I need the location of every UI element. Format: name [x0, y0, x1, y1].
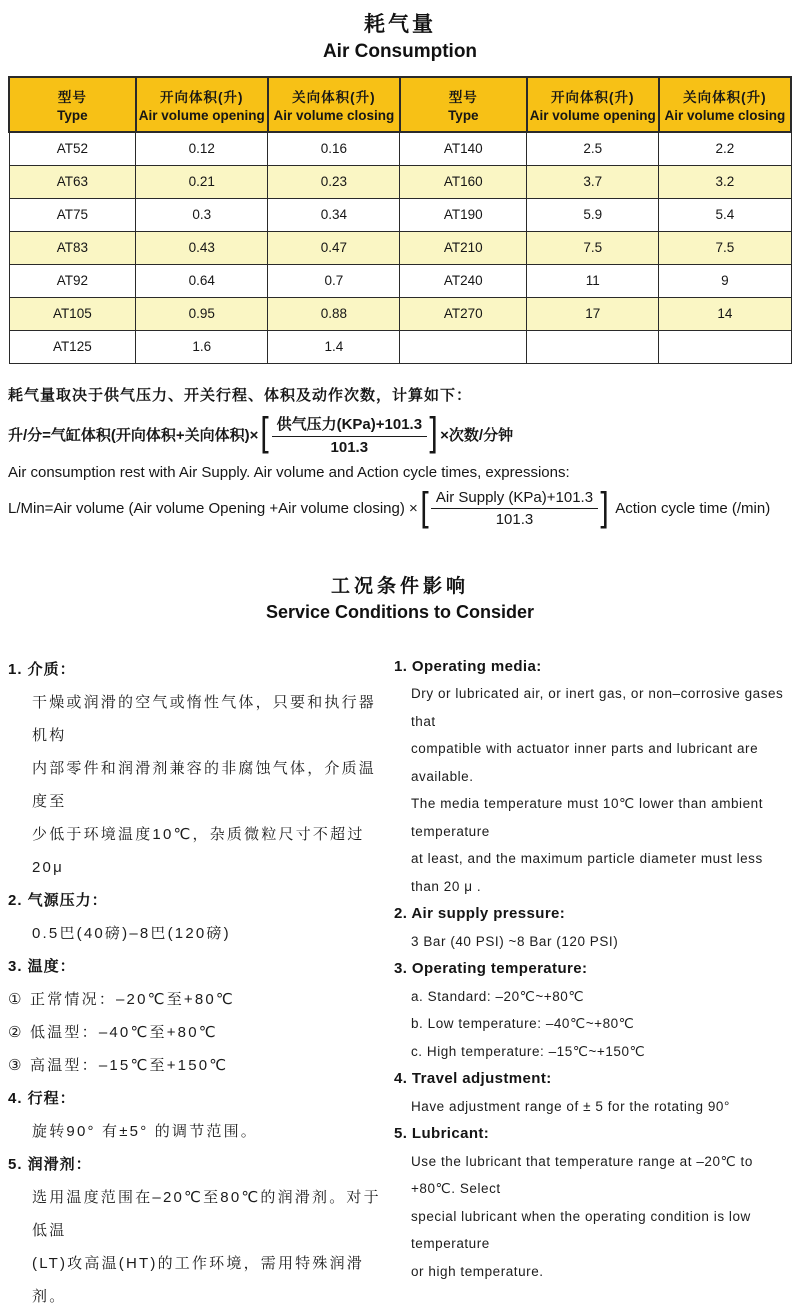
table-cell: 2.2 — [659, 132, 791, 165]
formula-intro-en: Air consumption rest with Air Supply. Air volume and Action cycle times, expressions: — [8, 463, 570, 481]
table-cell: 0.3 — [136, 198, 268, 231]
table-cell: AT75 — [9, 198, 136, 231]
table-cell: 0.34 — [268, 198, 400, 231]
table-cell: 5.4 — [659, 198, 791, 231]
right-bracket: ] — [600, 484, 609, 529]
table-cell: AT83 — [9, 231, 136, 264]
service-item-heading: 3. Operating temperature: — [394, 960, 588, 977]
section-title-zh: 工况条件影响 — [330, 575, 469, 597]
service-item-line: at least, and the maximum particle diameter must less than 20 μ . — [411, 851, 763, 894]
service-item-line: Dry or lubricated air, or inert gas, or non–corrosive gases that — [411, 686, 784, 729]
table-cell: 0.12 — [136, 132, 268, 165]
table-cell: 0.47 — [268, 231, 400, 264]
table-cell: 0.95 — [136, 297, 268, 330]
table-cell: 17 — [527, 297, 659, 330]
formula-zh — [8, 410, 792, 456]
column-header: 关向体积(升) Air volume closing — [659, 77, 791, 132]
service-item-line: ② 低温型：–40℃至+80℃ — [8, 1023, 218, 1041]
table-cell: 14 — [659, 297, 791, 330]
table-cell: AT140 — [400, 132, 527, 165]
formula-zh-fraction — [272, 413, 427, 456]
table-cell: 0.7 — [268, 264, 400, 297]
table-cell: AT63 — [9, 165, 136, 198]
table-cell — [527, 330, 659, 363]
formula-zh-prefix: 升/分=气缸体积(开向体积+关向体积)× — [8, 426, 259, 444]
table-cell: AT105 — [9, 297, 136, 330]
service-column-chinese — [8, 653, 386, 1313]
service-item-heading: 4. 行程： — [8, 1089, 76, 1107]
service-item-line: The media temperature must 10℃ lower than ambient temperature — [411, 796, 764, 839]
service-item-heading: 1. 介质： — [8, 660, 76, 678]
service-item-line: 干燥或润滑的空气或惰性气体，只要和执行器机构 — [32, 693, 377, 744]
service-item-line: 内部零件和润滑剂兼容的非腐蚀气体，介质温度至 — [32, 759, 377, 810]
fraction-numerator: 供气压力(KPa)+101.3 — [272, 413, 427, 437]
service-item-heading: 5. Lubricant: — [394, 1125, 490, 1142]
formula-intro-zh: 耗气量取决于供气压力、开关行程、体积及动作次数，计算如下： — [8, 386, 473, 404]
table-cell: 0.23 — [268, 165, 400, 198]
formula-zh-suffix: ×次数/分钟 — [440, 426, 514, 444]
table-cell: 0.88 — [268, 297, 400, 330]
table-header — [9, 77, 791, 132]
left-bracket: [ — [260, 410, 270, 454]
table-cell — [400, 330, 527, 363]
service-item-heading: 1. Operating media: — [394, 657, 542, 675]
table-row — [9, 132, 791, 165]
table-cell: 11 — [527, 264, 659, 297]
column-header: 关向体积(升) Air volume closing — [268, 77, 400, 132]
service-item-line: 3 Bar (40 PSI) ~8 Bar (120 PSI) — [411, 933, 619, 949]
service-item-heading: 3. 温度： — [8, 957, 76, 975]
service-item-line: ① 正常情况：–20℃至+80℃ — [8, 990, 235, 1008]
table-cell: 0.16 — [268, 132, 400, 165]
column-header: 型号 Type — [9, 77, 136, 132]
table-cell: 1.4 — [268, 330, 400, 363]
table-cell: AT125 — [9, 330, 136, 363]
table-cell: AT52 — [9, 132, 136, 165]
table-cell: AT210 — [400, 231, 527, 264]
service-item-line: ③ 高温型：–15℃至+150℃ — [8, 1056, 229, 1074]
table-cell: 7.5 — [659, 231, 791, 264]
service-item-line: Have adjustment range of ± 5 for the rotating 90° — [411, 1098, 730, 1114]
service-item-heading: 4. Travel adjustment: — [394, 1070, 552, 1087]
table-row — [9, 198, 791, 231]
table-cell: AT190 — [400, 198, 527, 231]
column-header: 开向体积(升) Air volume opening — [136, 77, 268, 132]
table-cell: AT270 — [400, 297, 527, 330]
service-item-line: 选用温度范围在–20℃至80℃的润滑剂。对于低温 — [32, 1188, 381, 1239]
service-item-line: c. High temperature: –15℃~+150℃ — [411, 1043, 646, 1059]
page-title-en: Air Consumption — [322, 41, 478, 62]
service-conditions — [8, 653, 792, 1313]
table-row — [9, 165, 791, 198]
service-item-line: Use the lubricant that temperature range at –20℃ to +80℃. Select — [411, 1153, 753, 1196]
service-item-heading: 2. Air supply pressure: — [394, 905, 566, 922]
service-item-line: 旋转90° 有±5° 的调节范围。 — [32, 1122, 258, 1140]
service-item-line: special lubricant when the operating condition is low temperature — [411, 1208, 751, 1251]
service-item-line: (LT)攻高温(HT)的工作环境，需用特殊润滑剂。 — [32, 1254, 364, 1305]
service-item-line: a. Standard: –20℃~+80℃ — [411, 988, 585, 1004]
service-item-line: compatible with actuator inner parts and lubricant are available. — [411, 741, 759, 784]
table-cell: AT160 — [400, 165, 527, 198]
column-header: 开向体积(升) Air volume opening — [527, 77, 659, 132]
table-cell: 0.64 — [136, 264, 268, 297]
table-cell — [659, 330, 791, 363]
table-row — [9, 330, 791, 363]
service-item-line: b. Low temperature: –40℃~+80℃ — [411, 1016, 635, 1031]
table-cell: 3.7 — [527, 165, 659, 198]
table-row — [9, 297, 791, 330]
table-cell: 7.5 — [527, 231, 659, 264]
table-cell: 5.9 — [527, 198, 659, 231]
table-cell: 0.21 — [136, 165, 268, 198]
table-cell: AT240 — [400, 264, 527, 297]
right-bracket: ] — [429, 410, 438, 454]
table-cell: 9 — [659, 264, 791, 297]
service-item-heading: 5. 润滑剂： — [8, 1155, 92, 1173]
formula-en — [8, 484, 792, 529]
formula-en-suffix: Action cycle time (/min) — [615, 500, 771, 517]
service-column-english — [394, 653, 792, 1313]
air-consumption-table — [8, 76, 792, 364]
formula-block — [8, 384, 792, 529]
formula-en-prefix: L/Min=Air volume (Air volume Opening +Air volume closing) × — [8, 500, 418, 517]
formula-en-fraction — [431, 489, 598, 528]
table-row — [9, 231, 791, 264]
page-title-zh: 耗气量 — [364, 13, 436, 36]
service-item-line: or high temperature. — [411, 1263, 544, 1279]
column-header: 型号 Type — [400, 77, 527, 132]
table-cell: 3.2 — [659, 165, 791, 198]
service-item-line: 少低于环境温度10℃，杂质微粒尺寸不超过20μ — [32, 825, 365, 876]
table-header-row — [9, 77, 791, 132]
fraction-numerator: Air Supply (KPa)+101.3 — [431, 489, 598, 509]
section-title-en: Service Conditions to Consider — [265, 601, 535, 622]
table-body — [9, 132, 791, 363]
fraction-denominator: 101.3 — [495, 511, 534, 528]
table-cell: 0.43 — [136, 231, 268, 264]
table-cell: 2.5 — [527, 132, 659, 165]
fraction-denominator: 101.3 — [330, 438, 369, 456]
left-bracket: [ — [420, 484, 429, 529]
service-item-heading: 2. 气源压力： — [8, 891, 108, 909]
table-cell: 1.6 — [136, 330, 268, 363]
service-item-line: 0.5巴(40磅)–8巴(120磅) — [32, 924, 231, 942]
table-cell: AT92 — [9, 264, 136, 297]
table-row — [9, 264, 791, 297]
